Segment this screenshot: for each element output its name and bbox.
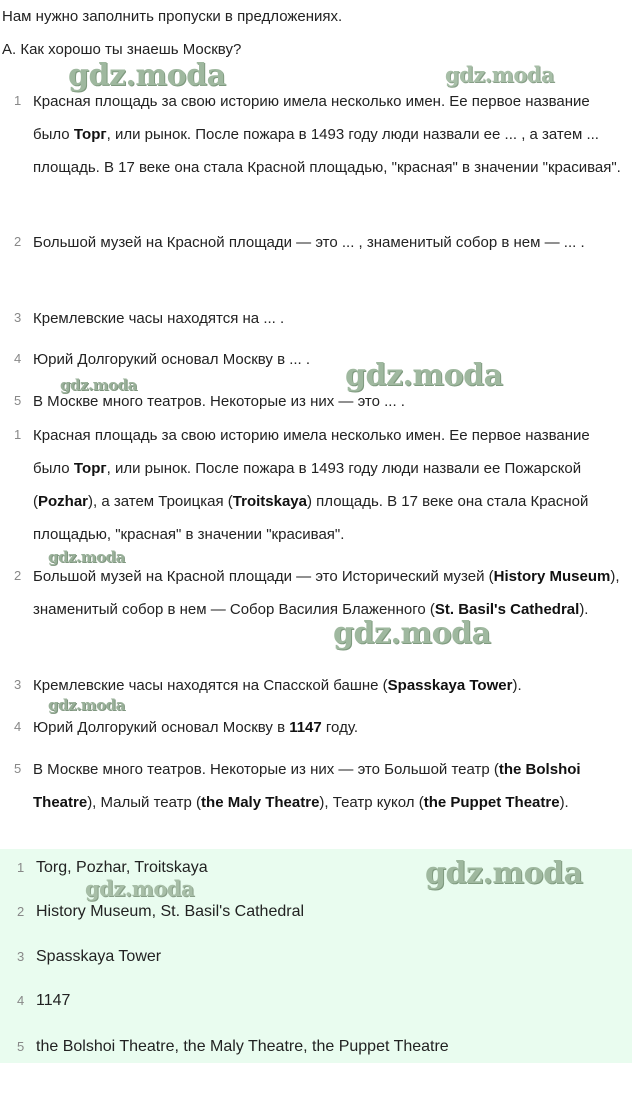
item-number: 4 — [14, 351, 22, 366]
item-number: 5 — [14, 393, 22, 408]
answer-number: 1 — [17, 860, 25, 875]
answer-text: 1147 — [36, 992, 71, 1009]
item-text: Юрий Долгорукий основал Москву в 1147 году. — [33, 719, 358, 736]
answer-number: 3 — [17, 949, 25, 964]
answer-number: 5 — [17, 1039, 25, 1054]
answer-text: Torg, Pozhar, Troitskaya — [36, 859, 208, 876]
answer-number: 4 — [17, 993, 25, 1008]
item-text: В Москве много театров. Некоторые из них — это Большой театр (the Bolshoi Theatre), Малый театр (the Maly Theatre), Театр кукол (the Puppet Theatre). — [33, 761, 581, 811]
item-text: Красная площадь за свою историю имела несколько имен. Ее первое название было Торг, или рынок. После пожара в 1493 году люди назвали ее ... , а затем ... площадь. В 17 веке она стала Красной площадью, "красная" в значении "красивая". — [33, 93, 621, 176]
answer-number: 2 — [17, 904, 25, 919]
answer-text: Spasskaya Tower — [36, 948, 162, 965]
item-text: Кремлевские часы находятся на Спасской башне (Spasskaya Tower). — [33, 677, 522, 694]
watermark: gdz.moda — [68, 58, 226, 93]
watermark: gdz.moda — [425, 856, 583, 891]
item-number: 4 — [14, 719, 22, 734]
watermark: gdz.moda — [48, 548, 125, 566]
answer-text: History Museum, St. Basil's Cathedral — [36, 903, 305, 920]
answer-text: the Bolshoi Theatre, the Maly Theatre, the Puppet Theatre — [36, 1038, 449, 1055]
watermark: gdz.moda — [48, 696, 125, 714]
item-text: Красная площадь за свою историю имела несколько имен. Ее первое название было Торг, или рынок. После пожара в 1493 году люди назвали ее Пожарской (Pozhar), а затем Троицкая (Troitskaya) площадь. В 17 веке она стала Красной площадью, "красная" в значении "красивая". — [33, 427, 590, 543]
watermark: gdz.moda — [333, 616, 491, 651]
item-text: Юрий Долгорукий основал Москву в ... . — [33, 351, 311, 368]
section-title: A. Как хорошо ты знаешь Москву? — [2, 41, 242, 58]
item-number: 1 — [14, 93, 22, 108]
item-text: Большой музей на Красной площади — это ... , знаменитый собор в нем — ... . — [33, 234, 585, 251]
item-number: 2 — [14, 568, 22, 583]
watermark: gdz.moda — [60, 376, 137, 394]
item-number: 2 — [14, 234, 22, 249]
intro-instruction: Нам нужно заполнить пропуски в предложениях. — [2, 8, 343, 25]
watermark: gdz.moda — [445, 62, 555, 87]
item-number: 5 — [14, 761, 22, 776]
watermark: gdz.moda — [345, 358, 503, 393]
item-number: 1 — [14, 427, 22, 442]
item-number: 3 — [14, 310, 22, 325]
item-number: 3 — [14, 677, 22, 692]
item-text: В Москве много театров. Некоторые из них — это ... . — [33, 393, 405, 410]
item-text: Кремлевские часы находятся на ... . — [33, 310, 285, 327]
watermark: gdz.moda — [85, 876, 195, 901]
item-text: Большой музей на Красной площади — это Исторический музей (History Museum), знаменитый собор в нем — Собор Василия Блаженного (St. Basil's Cathedral). — [33, 568, 620, 618]
